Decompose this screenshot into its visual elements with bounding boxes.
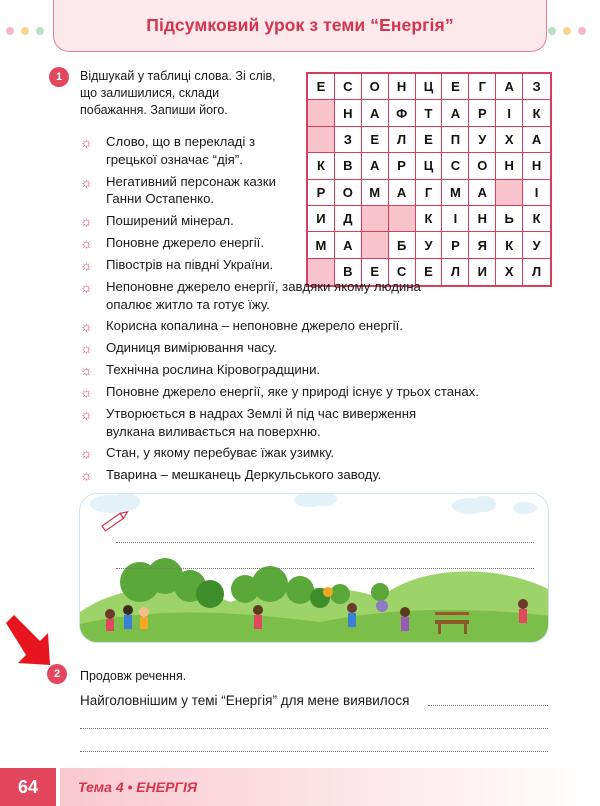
clue-item (80, 339, 540, 357)
clue-text: Одиниця вимірювання часу. (106, 340, 277, 355)
grid-cell[interactable]: И (308, 206, 335, 232)
grid-cell[interactable]: В (335, 153, 362, 179)
grid-cell[interactable]: Е (416, 259, 443, 285)
clue-item (80, 405, 460, 440)
clue-item (80, 256, 290, 274)
sun-bullet-icon: ☼ (80, 406, 93, 422)
grid-cell[interactable]: А (496, 74, 523, 100)
task-instruction: Відшукай у таблиці слова. Зі слів, що залишилися, склади побажання. Запиши його. (80, 69, 276, 117)
grid-cell[interactable]: Е (442, 74, 469, 100)
clue-list (80, 133, 600, 488)
sun-bullet-icon: ☼ (80, 257, 93, 273)
grid-cell[interactable]: І (442, 206, 469, 232)
grid-cell[interactable]: Г (469, 74, 496, 100)
clue-text: Технічна рослина Кіровоградщини. (106, 362, 321, 377)
page-title: Підсумковий урок з теми “Енергія” (146, 15, 454, 35)
grid-cell[interactable]: П (442, 127, 469, 153)
grid-cell[interactable]: О (335, 180, 362, 206)
decor-dots-right (548, 22, 600, 32)
grid-cell[interactable]: Р (442, 232, 469, 258)
grid-cell[interactable]: Г (416, 180, 443, 206)
sun-bullet-icon: ☼ (80, 173, 93, 190)
grid-cell[interactable]: А (335, 232, 362, 258)
grid-cell[interactable]: Ц (416, 153, 443, 179)
grid-cell[interactable]: Б (389, 232, 416, 258)
grid-cell[interactable]: Е (362, 259, 389, 285)
grid-cell[interactable]: Л (442, 259, 469, 285)
clue-text: Утворюється в надрах Землі й під час виверження вулкана виливається на поверхню. (106, 406, 417, 439)
grid-cell[interactable]: О (362, 74, 389, 100)
grid-cell[interactable]: А (389, 180, 416, 206)
sun-bullet-icon: ☼ (80, 384, 93, 400)
grid-cell[interactable]: І (496, 100, 523, 126)
grid-cell[interactable]: О (469, 153, 496, 179)
grid-cell[interactable]: Т (416, 100, 443, 126)
clue-text: Стан, у якому перебуває їжак узимку. (106, 445, 335, 460)
grid-cell[interactable]: Л (389, 127, 416, 153)
grid-cell[interactable]: З (335, 127, 362, 153)
grid-cell[interactable]: Л (532, 264, 542, 280)
grid-cell[interactable]: А (362, 153, 389, 179)
grid-cell[interactable]: У (469, 127, 496, 153)
answer-line[interactable] (80, 751, 548, 752)
clue-text: Тварина – мешканець Деркульського заводу. (106, 467, 382, 482)
grid-cell[interactable]: М (442, 180, 469, 206)
grid-cell[interactable]: Е (308, 74, 335, 100)
grid-cell[interactable]: М (362, 180, 389, 206)
sentence-start: Найголовнішим у темі “Енергія” для мене виявилося (80, 693, 410, 708)
grid-cell[interactable]: К (523, 100, 550, 126)
sun-bullet-icon: ☼ (80, 235, 93, 251)
grid-cell[interactable]: Р (389, 153, 416, 179)
clue-item (80, 317, 540, 335)
arrow-icon (4, 615, 58, 671)
clue-text: Негативний персонаж казки Ганни Остапенко. (106, 173, 276, 206)
sun-bullet-icon: ☼ (80, 340, 93, 356)
grid-cell[interactable]: Х (496, 259, 523, 285)
grid-cell[interactable]: С (442, 153, 469, 179)
grid-cell[interactable]: Р (469, 100, 496, 126)
grid-cell[interactable]: Н (335, 100, 362, 126)
grid-cell[interactable]: Е (362, 127, 389, 153)
clue-item (80, 444, 540, 462)
grid-cell[interactable]: У (416, 232, 443, 258)
answer-line[interactable] (80, 728, 548, 729)
grid-cell-shaded[interactable] (308, 100, 335, 126)
grid-cell[interactable]: Д (335, 206, 362, 232)
clue-text: Непоновне джерело енергії, завдяки якому людина опалює житло та готує їжу. (106, 279, 421, 312)
clue-text: Півострів на півдні України. (106, 257, 274, 272)
sun-bullet-icon: ☼ (80, 362, 93, 378)
sun-bullet-icon: ☼ (80, 318, 93, 334)
clue-text: Поширений мінерал. (106, 213, 234, 228)
grid-cell[interactable]: Х (496, 127, 523, 153)
clue-item (80, 173, 290, 208)
grid-cell[interactable]: З (523, 74, 550, 100)
grid-cell[interactable]: К (308, 153, 335, 179)
clue-item (80, 278, 460, 313)
clue-item (80, 466, 540, 484)
task-instruction: Продовж речення. (80, 669, 187, 683)
grid-cell[interactable]: А (469, 180, 496, 206)
sun-bullet-icon: ☼ (80, 445, 93, 461)
answer-line[interactable] (428, 705, 548, 706)
grid-cell[interactable]: Р (308, 180, 335, 206)
grid-cell[interactable]: С (335, 74, 362, 100)
clue-item (80, 133, 290, 168)
grid-cell[interactable]: М (308, 232, 335, 258)
grid-cell[interactable]: У (523, 232, 550, 258)
footer-band (60, 768, 600, 806)
clue-text: Поновне джерело енергії, яке у природі існує у трьох станах. (106, 384, 479, 399)
illustration-panel (79, 493, 549, 643)
grid-cell[interactable]: І (523, 180, 550, 206)
grid-cell[interactable]: А (442, 100, 469, 126)
sun-bullet-icon: ☼ (80, 213, 93, 229)
clue-text: Корисна копалина – непоновне джерело енергії. (106, 318, 403, 333)
grid-cell[interactable]: Я (469, 232, 496, 258)
clue-text: Поновне джерело енергії. (106, 235, 264, 250)
grid-cell[interactable]: К (523, 206, 550, 232)
grid-cell[interactable]: К (496, 232, 523, 258)
footer-topic: Тема 4 • ЕНЕРГІЯ (78, 779, 198, 795)
clue-text: Слово, що в перекладі з грецької означає “дія”. (106, 134, 256, 167)
writing-line[interactable] (116, 568, 534, 569)
page-number: 64 (0, 768, 56, 806)
grid-cell[interactable]: К (416, 206, 443, 232)
sun-bullet-icon: ☼ (80, 467, 93, 483)
sun-bullet-icon: ☼ (80, 279, 93, 295)
grid-cell[interactable]: Н (496, 153, 523, 179)
grid-cell[interactable]: Ф (389, 100, 416, 126)
grid-cell[interactable]: Н (523, 153, 550, 179)
grid-cell[interactable]: Ь (496, 206, 523, 232)
grid-cell[interactable]: В (335, 259, 362, 285)
grid-cell[interactable]: А (523, 127, 550, 153)
title-banner (53, 0, 547, 52)
grid-cell[interactable]: А (362, 100, 389, 126)
clue-item (80, 383, 520, 401)
grid-cell[interactable]: Н (469, 206, 496, 232)
grid-cell[interactable]: С (389, 259, 416, 285)
grid-cell[interactable]: Н (389, 74, 416, 100)
grid-cell[interactable]: Ц (416, 74, 443, 100)
sun-bullet-icon: ☼ (80, 134, 93, 150)
grid-cell[interactable]: И (469, 259, 496, 285)
clue-item (80, 234, 290, 252)
clue-item (80, 361, 540, 379)
writing-line[interactable] (116, 542, 534, 543)
grid-cell[interactable]: Е (416, 127, 443, 153)
clue-item (80, 212, 290, 230)
task-number-badge: 2 (47, 664, 67, 684)
task-number-badge: 1 (49, 67, 69, 87)
